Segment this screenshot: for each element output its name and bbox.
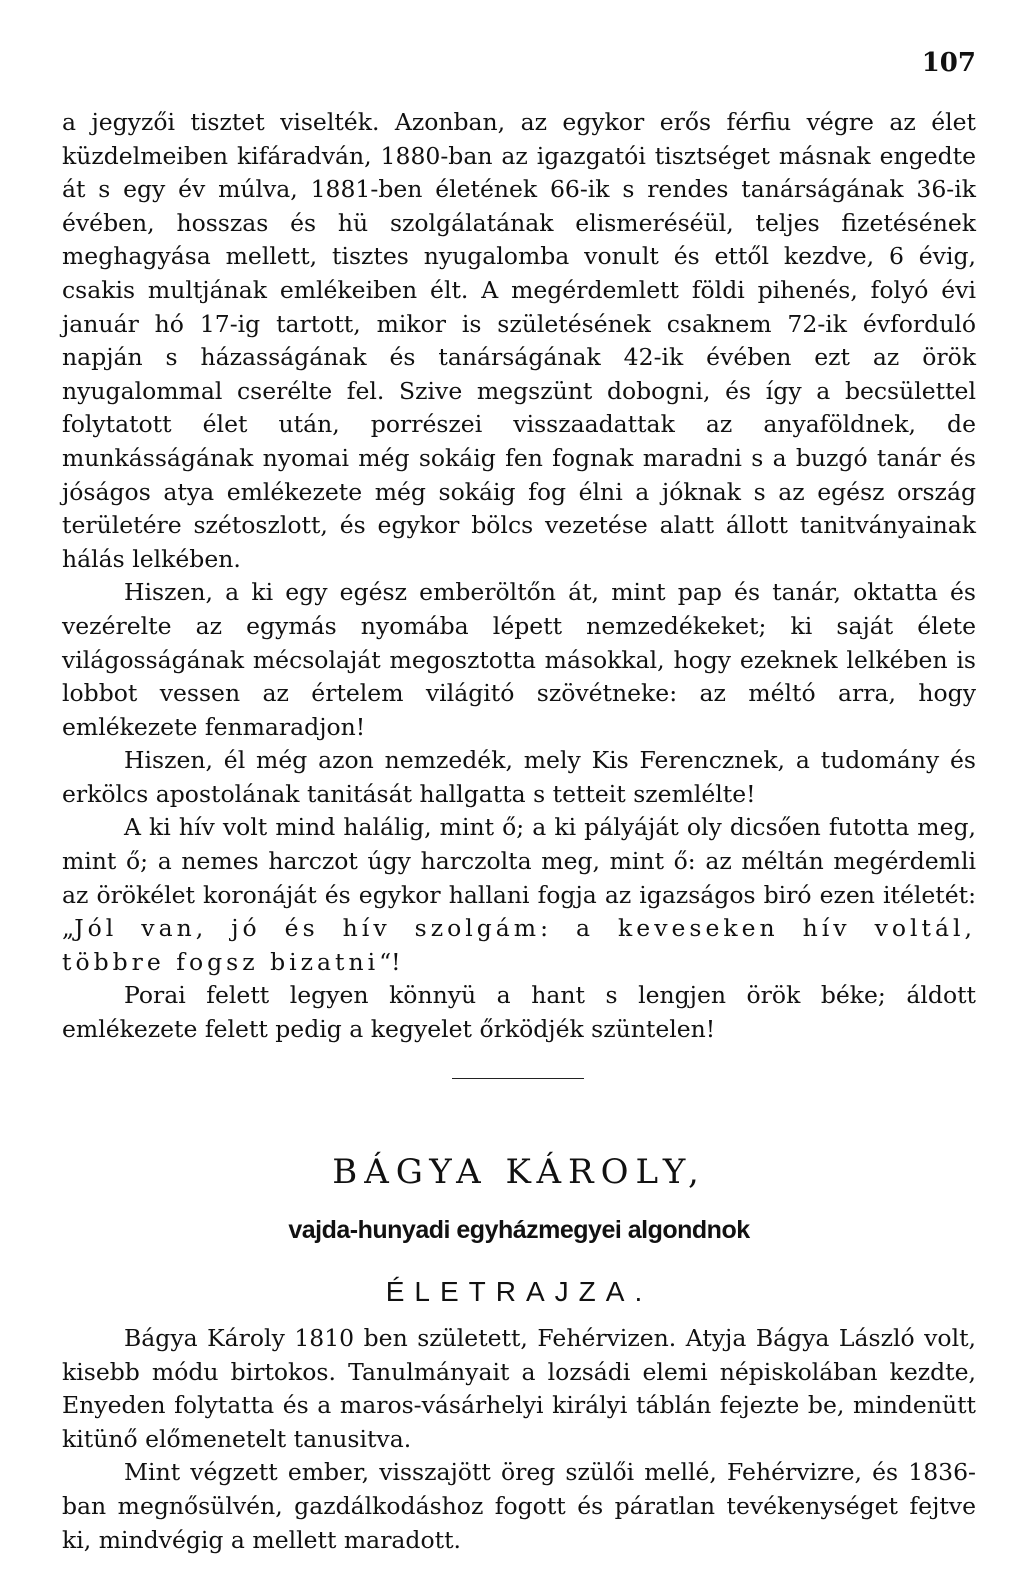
- quote-close: “!: [379, 947, 401, 976]
- quote-open: „: [62, 914, 75, 943]
- bio-paragraph-2: Mint végzett ember, visszajött öreg szülői mellé, Fehérvizre, és 1836-ban megnősülvén, gazdálkodáshoz fogott és páratlan tevékenységet fejtve ki, mindvégig a mellett maradott.: [62, 1458, 976, 1554]
- bio-paragraph-1: Bágya Károly 1810 ben született, Fehérvizen. Atyja Bágya László volt, kisebb módu birtokos. Tanulmányait a lozsádi elemi népiskolában kezdte, Enyeden folytatta és a maros-vásárhelyi királyi táblán fejezte be, mindenütt kitünő előmenetelt tanusitva.: [62, 1324, 976, 1453]
- paragraph-2: Hiszen, a ki egy egész emberöltőn át, mint pap és tanár, oktatta és vezérelte az egymás nyomába lépett nemzedékeket; ki saját élete világosságának mécsolaját megosztotta másokkal, hogy ezeknek lelkében is lobbot vessen az értelem világitó szövétneke: az méltó arra, hogy emlékezete fenmaradjon!: [62, 578, 976, 741]
- biography-name-heading: BÁGYA KÁROLY,: [332, 1152, 706, 1192]
- paragraph-4-text: A ki hív volt mind halálig, mint ő; a ki pályáját oly dicsően futotta meg, mint ő; a nemes harczot úgy harczolta meg, mint ő: az méltán megérdemli az örökélet koronáját és egykor hallani fogja az igazságos biró ezen itéletét:: [62, 813, 976, 909]
- biography-text: [62, 1322, 976, 1557]
- biography-role-heading: vajda-hunyadi egyházmegyei algondnok: [288, 1216, 750, 1244]
- document-page: [62, 40, 976, 1554]
- paragraph-4: [62, 811, 976, 979]
- page-number: 107: [921, 48, 976, 78]
- paragraph-5: Porai felett legyen könnyü a hant s lengjen örök béke; áldott emlékezete felett pedig a kegyelet őrködjék szüntelen!: [62, 981, 976, 1044]
- biography-title-heading: ÉLETRAJZA.: [385, 1276, 653, 1307]
- obituary-text: [62, 106, 976, 1047]
- biblical-quote: Jól van, jó és hív szolgám: a keveseken hív voltál, többre fogsz bizatni: [62, 914, 976, 976]
- section-separator: [452, 1078, 584, 1079]
- paragraph-3: Hiszen, él még azon nemzedék, mely Kis Ferencznek, a tudomány és erkölcs apostolának tanitását hallgatta s tetteit szemlélte!: [62, 746, 976, 808]
- paragraph-1: a jegyzői tisztet viselték. Azonban, az egykor erős férfiu végre az élet küzdelmeiben kifáradván, 1880-ban az igazgatói tisztséget másnak engedte át s egy év múlva, 1881-ben életének 66-ik s rendes tanárságának 36-ik évében, hosszas és hü szolgálatának elismeréséül, teljes fizetésének meghagyása mellett, tisztes nyugalomba vonult és ettől kezdve, 6 évig, csakis multjának emlékeiben élt. A megérdemlett földi pihenés, folyó évi január hó 17-ig tartott, mikor is születésének csaknem 72-ik évforduló napján s házasságának és tanárságának 42-ik évében ezt az örök nyugalommal cserélte fel. Szive megszünt dobogni, és így a becsülettel folytatott élet után, porrészei visszaadattak az anyaföldnek, de munkásságának nyomai még sokáig fen fognak maradni s a buzgó tanár és jóságos atya emlékezete még sokáig fog élni a jóknak s az egész ország területére szétoszlott, és egykor bölcs vezetése alatt állott tanitványainak hálás lelkében.: [62, 108, 976, 573]
